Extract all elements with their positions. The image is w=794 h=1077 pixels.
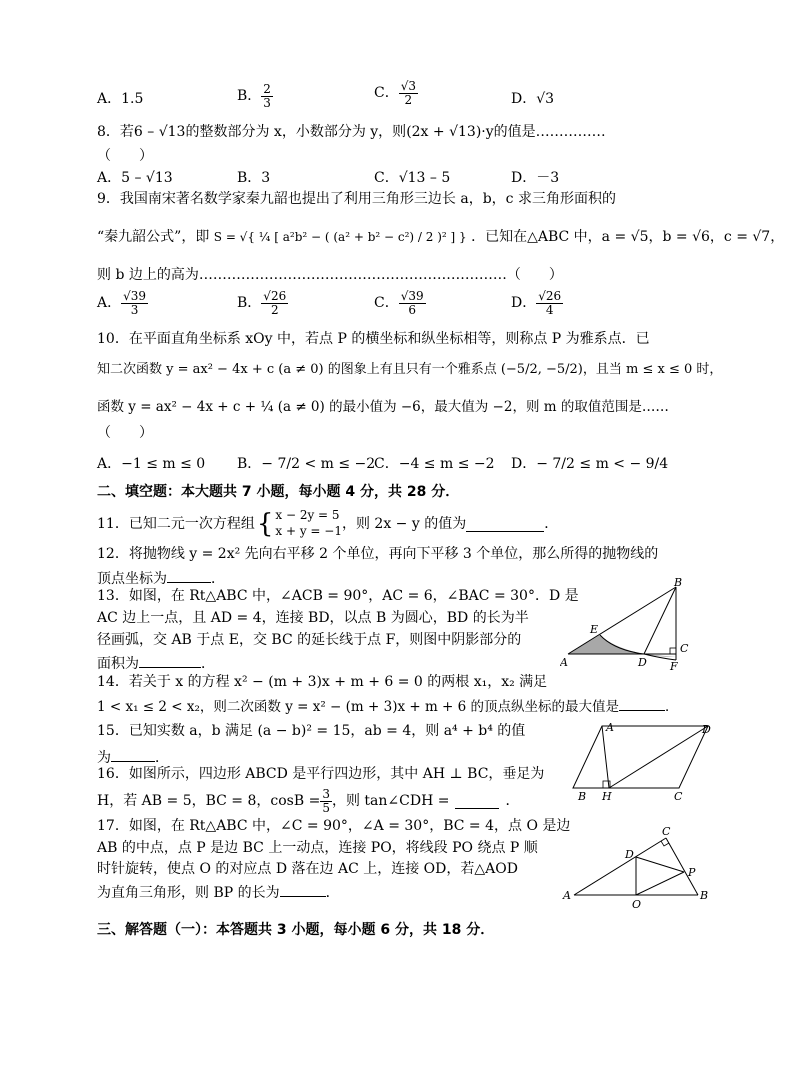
shaded-region: [568, 635, 644, 654]
q16-answer-blank: [455, 794, 499, 809]
q7-option-a: A．1.5: [97, 91, 144, 107]
label-o: O: [632, 898, 642, 910]
q17-answer-blank: [280, 882, 326, 897]
q15-line1: 15．已知实数 a，b 满足 (a − b)² = 15，ab = 4，则 a⁴ + b⁴ 的值: [97, 723, 526, 739]
right-angle-mark: [670, 648, 676, 654]
q11-system: x − 2y = 5 x + y = −1: [275, 508, 342, 538]
q10-paren: （ ）: [97, 425, 153, 441]
q12-line1: 12．将抛物线 y = 2x² 先向右平移 2 个单位，再向下平移 3 个单位，那么所得的抛物线的: [97, 546, 659, 562]
q14-answer-blank: [619, 696, 665, 711]
q13-line1: 13．如图，在 Rt△ABC 中，∠ACB = 90°，AC = 6，∠BAC = 30°．D 是: [97, 588, 579, 604]
q12-answer-blank: [167, 568, 211, 583]
label-a: A: [560, 656, 568, 669]
q8-paren: （ ）: [97, 148, 153, 164]
q8-stem: 8．若6 – √13的整数部分为 x，小数部分为 y，则(2x + √13)·y的值是……………: [97, 124, 606, 140]
q7-option-c: C． $\frac{√3}{2}$: [374, 79, 416, 107]
q9-line3: 则 b 边上的高为…………………………………………………………（ ）: [97, 267, 563, 283]
segment-ac: [574, 838, 666, 895]
q14-line2: 1 < x₁ ≤ 2 < x₂，则二次函数 y = x² − (m + 3)x + m + 6 的顶点纵坐标的最大值是 ．: [97, 696, 679, 715]
q11-answer-blank: [466, 517, 544, 532]
section3-heading: 三、解答题（一）：本答题共 3 小题，每小题 6 分，共 18 分．: [97, 922, 495, 938]
q7-option-b: B． $\frac{2}{3}$: [237, 82, 271, 110]
q8-option-a: A．5 – √13: [97, 170, 173, 186]
label-d: D: [702, 723, 711, 736]
q17-line1: 17．如图，在 Rt△ABC 中，∠C = 90°，∠A = 30°，BC = 4，点 O 是边: [97, 818, 571, 834]
q17-line3: 时针旋转，使点 O 的对应点 D 落在边 AC 上，连接 OD，若△AOD: [97, 861, 518, 877]
q10-line3: 函数 y = ax² − 4x + c + ¼ (a ≠ 0) 的最小值为 −6，最大值为 −2，则 m 的取值范围是……: [97, 399, 669, 415]
q17-line2: AB 的中点，点 P 是边 BC 上一动点，连接 PO，将线段 PO 绕点 P 顺: [97, 840, 538, 856]
q16-line1: 16．如图所示，四边形 ABCD 是平行四边形，其中 AH ⊥ BC，垂足为: [97, 766, 545, 782]
label-a: A: [606, 721, 614, 734]
label-a: A: [563, 889, 571, 902]
altitude-ah: [602, 726, 609, 788]
q9-line1: 9．我国南宋著名数学家秦九韶也提出了利用三角形三边长 a，b，c 求三角形面积的: [97, 191, 616, 207]
q13-answer-blank: [139, 653, 201, 668]
q8-option-c: C．√13 – 5: [374, 170, 451, 186]
q15-answer-blank: [111, 747, 155, 762]
q10-option-b: B．− 7/2 < m ≤ −2: [237, 456, 376, 472]
q12-line2: 顶点坐标为 ．: [97, 568, 225, 588]
qin-formula: S = √{ ¼ [ a²b² − ( (a² + b² − c²) / 2 )² ] }: [213, 230, 467, 244]
q10-option-c: C．−4 ≤ m ≤ −2: [374, 456, 495, 472]
label-e: E: [590, 623, 599, 636]
section2-heading: 二、填空题：本大题共 7 小题，每小题 4 分，共 28 分．: [97, 484, 460, 500]
q9-option-d: D． $\frac{√26}{4}$: [511, 289, 562, 317]
q14-line1: 14．若关于 x 的方程 x² − (m + 3)x + m + 6 = 0 的两根 x₁，x₂ 满足: [97, 674, 548, 690]
q8-option-d: D．－3: [511, 170, 560, 186]
q9-option-c: C． $\frac{√39}{6}$: [374, 289, 424, 317]
q9-line2: “秦九韶公式”，即 S = √{ ¼ [ a²b² − ( (a² + b² − c²) / 2 )² ] } ．已知在△ABC 中，a = √5，b = √6，c = √7，: [97, 229, 785, 245]
segment-dp: [636, 857, 684, 872]
figure-q16: [570, 718, 716, 804]
figure-q17: [560, 824, 714, 910]
q13-line4: 面积为 ．: [97, 653, 215, 673]
q15-line2: 为 ．: [97, 747, 169, 767]
label-d: D: [638, 656, 647, 669]
q13-line2: AC 边上一点，且 AD = 4，连接 BD，以点 B 为圆心，BD 的长为半: [97, 610, 529, 626]
label-f: F: [670, 660, 678, 670]
q10-line2: 知二次函数 y = ax² − 4x + c (a ≠ 0) 的图象上有且只有一个雅系点 (−5/2, −5/2)，且当 m ≤ x ≤ 0 时，: [97, 362, 723, 377]
q9-option-a: A． $\frac{√39}{3}$: [97, 289, 147, 317]
label-c: C: [674, 790, 683, 803]
q13-line3: 径画弧，交 AB 于点 E，交 BC 的延长线于点 F，则图中阴影部分的: [97, 632, 522, 648]
label-p: P: [688, 866, 696, 879]
label-c: C: [680, 642, 689, 655]
label-b: B: [700, 889, 709, 902]
parallelogram-abcd: [573, 726, 708, 788]
label-b: B: [578, 790, 587, 803]
label-b: B: [674, 578, 683, 589]
q17-line4: 为直角三角形，则 BP 的长为 ．: [97, 882, 340, 902]
label-h: H: [602, 790, 612, 803]
q8-option-b: B．3: [237, 170, 271, 186]
q11: 11．已知二元一次方程组 { x − 2y = 5 x + y = −1 ，则 2x − y 的值为 ．: [97, 508, 559, 539]
q10-option-d: D．− 7/2 ≤ m < − 9/4: [511, 456, 669, 472]
q9-option-b: B． $\frac{√26}{2}$: [237, 289, 287, 317]
q10-option-a: A．−1 ≤ m ≤ 0: [97, 456, 206, 472]
label-c: C: [662, 825, 671, 838]
segment-op: [636, 872, 684, 895]
q16-line2: H，若 AB = 5，BC = 8，cosB = $\frac{3}{5}$ ，则 tan∠CDH = ．: [97, 786, 520, 815]
q10-line1: 10．在平面直角坐标系 xOy 中，若点 P 的横坐标和纵坐标相等，则称点 P 为雅系点．已: [97, 331, 650, 347]
label-d: D: [625, 848, 634, 861]
figure-q13: [560, 578, 694, 670]
q7-option-d: D．√3: [511, 91, 555, 107]
